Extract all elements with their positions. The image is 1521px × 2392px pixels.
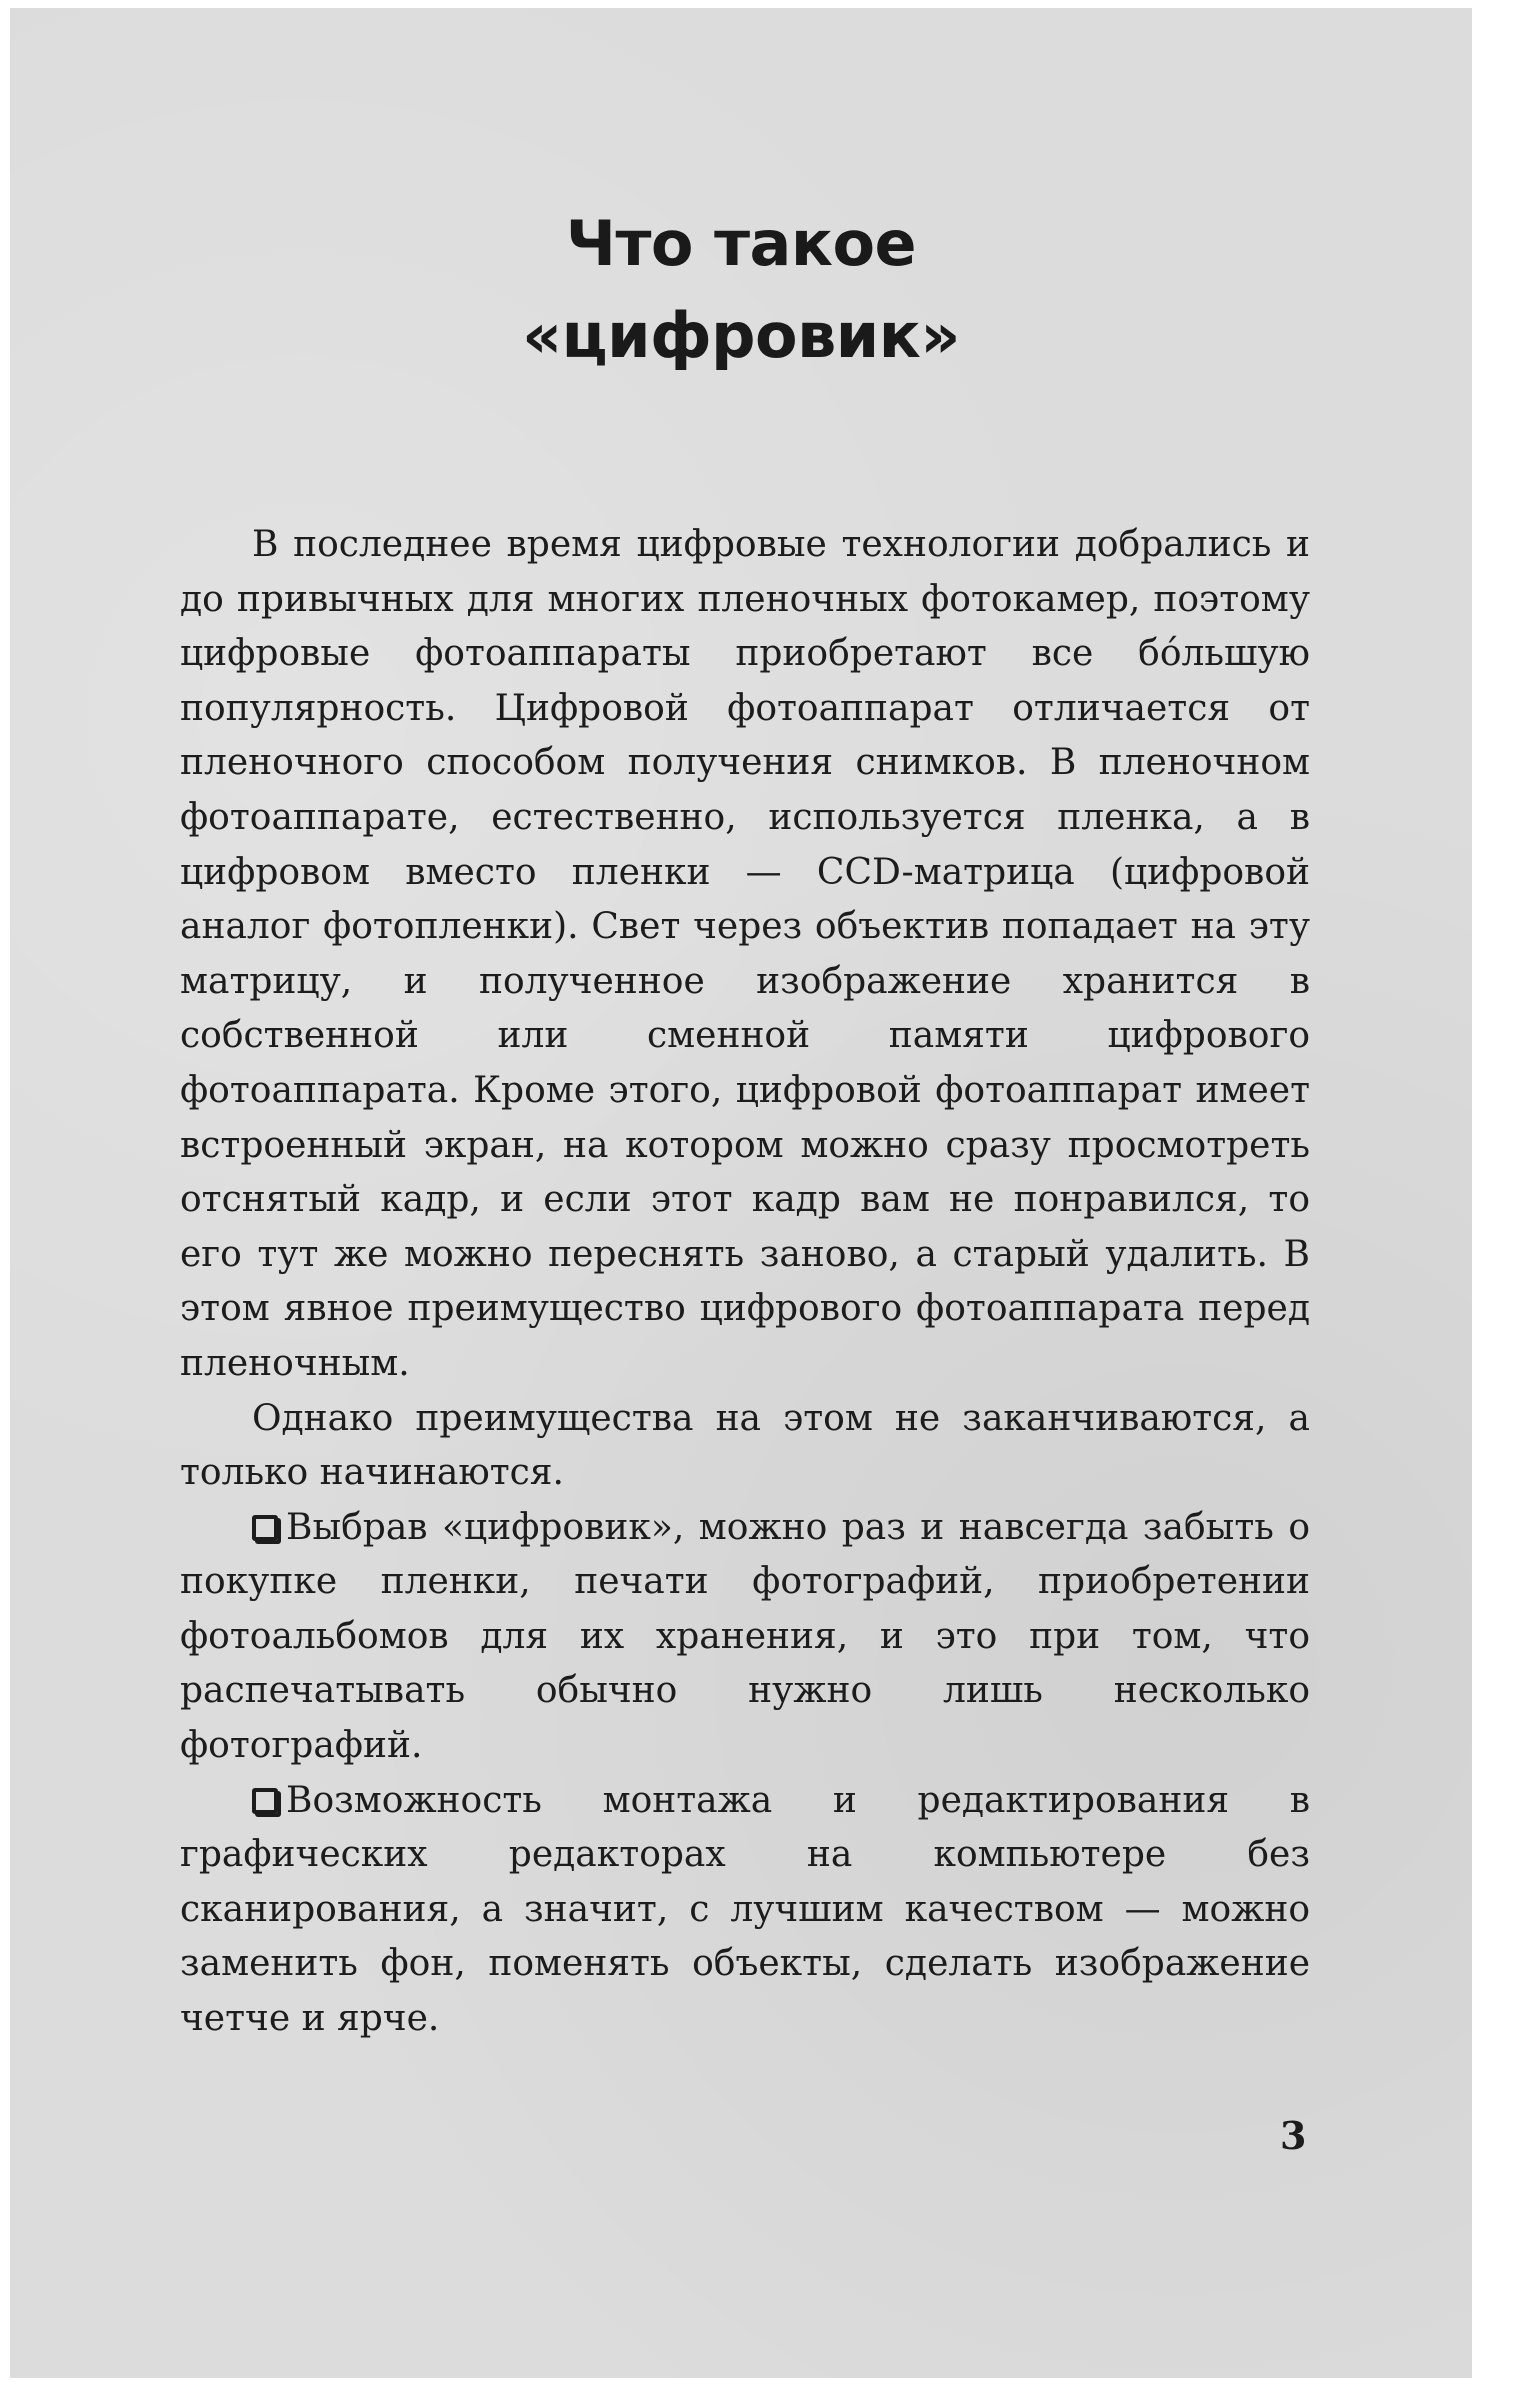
page-number: 3 xyxy=(1280,2113,1307,2158)
checkbox-bullet-icon xyxy=(252,1515,278,1541)
bullet-item xyxy=(180,1501,1310,1774)
book-page xyxy=(10,8,1472,2378)
chapter-title-line-2: «цифровик» xyxy=(522,299,960,372)
body-text xyxy=(180,518,1310,2047)
paragraph-advantages: Однако преимущества на этом не заканчиваются, а только начинаются. xyxy=(180,1397,1310,1494)
chapter-title xyxy=(10,198,1472,382)
bullet-text: Возможность монтажа и редактирования в графических редакторах на компьютере без сканирования, а значит, с лучшим качеством — можно заменить фон, поменять объекты, сделать изображение четче и ярче. xyxy=(180,1779,1310,2040)
bullet-text: Выбрав «цифровик», можно раз и навсегда забыть о покупке пленки, печати фотографий, приобретении фотоальбомов для их хранения, и это при том, что распечатывать обычно нужно лишь несколько фотографий. xyxy=(180,1506,1310,1767)
checkbox-bullet-icon xyxy=(252,1788,278,1814)
chapter-title-line-1: Что такое xyxy=(565,207,917,280)
paragraph-intro: В последнее время цифровые технологии добрались и до привычных для многих пленочных фотокамер, поэтому цифровые фотоаппараты приобретают все бо́льшую популярность. Цифровой фотоаппарат отличается от пленочного способом получения снимков. В пленочном фотоаппарате, естественно, используется пленка, а в цифровом вместо пленки — CCD-матрица (цифровой аналог фотопленки). Свет через объектив попадает на эту матрицу, и полученное изображение хранится в собственной или сменной памяти цифрового фотоаппарата. Кроме этого, цифровой фотоаппарат имеет встроенный экран, на котором можно сразу просмотреть отснятый кадр, и если этот кадр вам не понравился, то его тут же можно переснять заново, а старый удалить. В этом явное преимущество цифрового фотоаппарата перед пленочным. xyxy=(180,524,1310,1384)
bullet-item xyxy=(180,1774,1310,2047)
